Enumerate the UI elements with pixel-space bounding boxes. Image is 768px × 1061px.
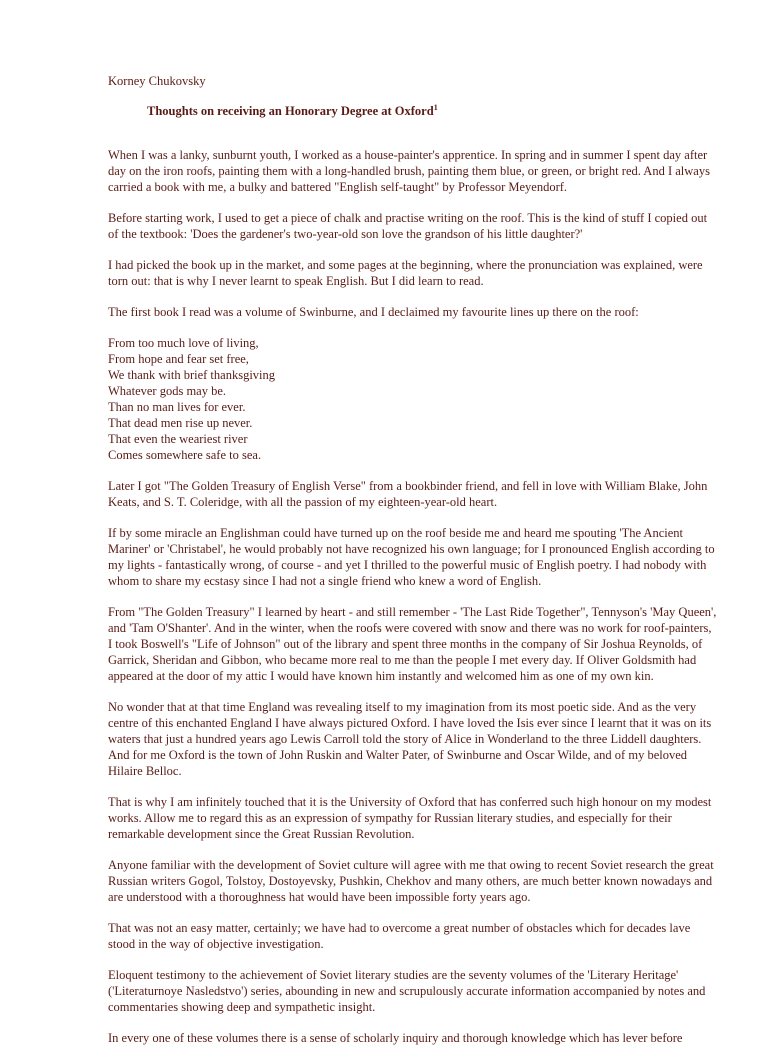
title-footnote-marker: 1 (433, 102, 438, 112)
paragraph: Later I got "The Golden Treasury of English Verse" from a bookbinder friend, and fell in love with William Blake, John Keats, and S. T. Coleridge, with all the passion of my eighteen-year-old heart. (108, 479, 708, 509)
poem-line: Whatever gods may be. (108, 384, 227, 398)
paragraph: The first book I read was a volume of Swinburne, and I declaimed my favourite lines up there on the roof: (108, 305, 639, 319)
poem-line: That dead men rise up never. (108, 416, 253, 430)
poem-line: That even the weariest river (108, 432, 248, 446)
paragraph: In every one of these volumes there is a sense of scholarly inquiry and thorough knowledge which has lever before (108, 1031, 683, 1045)
paragraph: From "The Golden Treasury" I learned by heart - and still remember - 'The Last Ride Together", Tennyson's 'May Queen', and 'Tam O'Shanter'. And in the winter, when the roofs were covered with snow and there was no work for roof-painters, I took Boswell's "Life of Johnson" out of the library and spent three months in the company of Sir Joshua Reynolds, of Garrick, Sheridan and Gibbon, who became more real to me than the people I met every day. If Oliver Goldsmith had appeared at the door of my attic I would have known him instantly and welcomed him as one of my own kin. (108, 605, 717, 683)
paragraph: Anyone familiar with the development of Soviet culture will agree with me that owing to recent Soviet research the great Russian writers Gogol, Tolstoy, Dostoyevsky, Pushkin, Chekhov and many others, are much better known nowadays and are understood with a thoroughness hat would have been impossible forty years ago. (108, 858, 714, 904)
paragraph: I had picked the book up in the market, and some pages at the beginning, where the pronunciation was explained, were torn out: that is why I never learnt to speak English. But I did learn to read. (108, 258, 703, 288)
document-body (108, 147, 718, 1061)
paragraph: That was not an easy matter, certainly; we have had to overcome a great number of obstacles which for decades lave stood in the way of objective investigation. (108, 921, 691, 951)
paragraph: That is why I am infinitely touched that it is the University of Oxford that has conferred such high honour on my modest works. Allow me to regard this as an expression of sympathy for Russian literary studies, and especially for their remarkable development since the Great Russian Revolution. (108, 795, 712, 841)
poem-line: Than no man lives for ever. (108, 400, 246, 414)
paragraph: When I was a lanky, sunburnt youth, I worked as a house-painter's apprentice. In spring and in summer I spent day after day on the iron roofs, painting them with a long-handled brush, painting them blue, or green, or bright red. And I always carried a book with me, a bulky and battered "English self-taught" by Professor Meyendorf. (108, 148, 710, 194)
poem-line: From hope and fear set free, (108, 352, 249, 366)
document-title (147, 103, 438, 119)
poem-line: From too much love of living, (108, 336, 259, 350)
title-text: Thoughts on receiving an Honorary Degree at Oxford (147, 104, 434, 118)
author-name: Korney Chukovsky (108, 74, 206, 88)
poem-line: Comes somewhere safe to sea. (108, 448, 262, 462)
poem-line: We thank with brief thanksgiving (108, 368, 276, 382)
paragraph: Before starting work, I used to get a piece of chalk and practise writing on the roof. This is the kind of stuff I copied out of the textbook: 'Does the gardener's two-year-old son love the grandson of his little daughter?' (108, 211, 708, 241)
paragraph: If by some miracle an Englishman could have turned up on the roof beside me and heard me spouting 'The Ancient Mariner' or 'Christabel', he would probably not have recognized his own language; for I pronounced English according to my lights - fantastically wrong, of course - and yet I thrilled to the powerful music of English poetry. I had nobody with whom to share my ecstasy since I had not a single friend who knew a word of English. (108, 526, 715, 588)
paragraph: Eloquent testimony to the achievement of Soviet literary studies are the seventy volumes of the 'Literary Heritage' ('Literaturnoye Nasledstvo') series, abounding in new and scrupulously accurate information accompanied by notes and commentaries showing deep and sympathetic insight. (108, 968, 706, 1014)
poem-quote (108, 335, 718, 463)
paragraph: No wonder that at that time England was revealing itself to my imagination from its most poetic side. And as the very centre of this enchanted England I have always pictured Oxford. I have loved the Isis ever since I learnt that it was on its waters that just a hundred years ago Lewis Carroll told the story of Alice in Wonderland to the three Liddell daughters. And for me Oxford is the town of John Ruskin and Walter Pater, of Swinburne and Oscar Wilde, and of my beloved Hilaire Belloc. (108, 700, 712, 778)
